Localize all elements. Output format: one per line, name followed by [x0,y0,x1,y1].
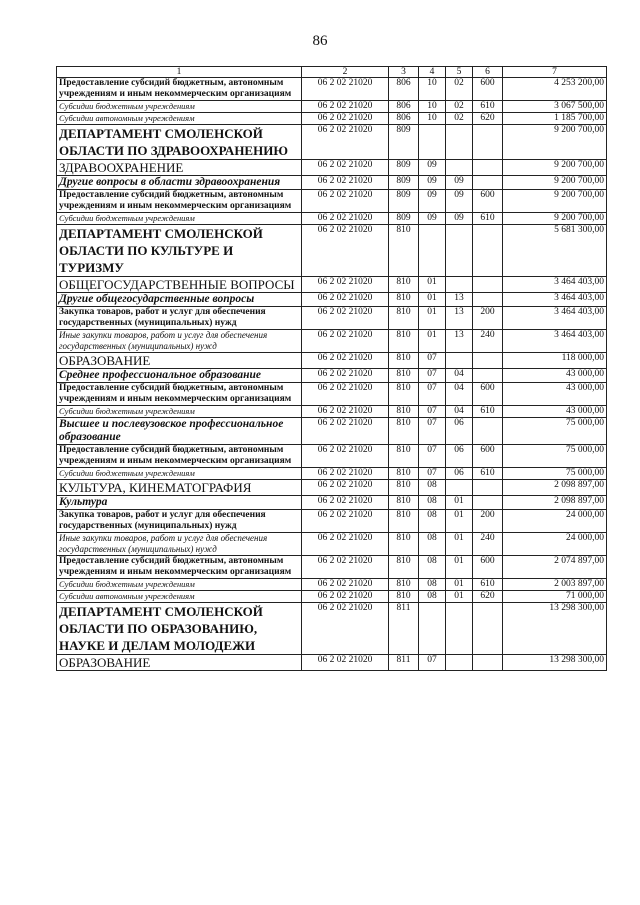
ministry-code-cell: 810 [389,556,419,579]
section-code-cell: 08 [419,510,446,533]
ministry-code-cell: 810 [389,369,419,383]
subsection-code-cell: 13 [446,293,473,307]
target-code-cell: 06 2 02 21020 [302,591,389,603]
amount-cell: 24 000,00 [503,510,607,533]
ministry-code-cell: 806 [389,113,419,125]
subsection-code-cell [446,603,473,655]
amount-cell: 118 000,00 [503,353,607,369]
table-row [57,383,607,406]
item-name-cell: ДЕПАРТАМЕНТ СМОЛЕНСКОЙ ОБЛАСТИ ПО ЗДРАВООХРАНЕНИЮ [57,125,302,160]
ministry-code-cell: 810 [389,579,419,591]
expense-type-cell: 600 [473,190,503,213]
section-code-cell: 09 [419,160,446,176]
subsection-code-cell: 02 [446,78,473,101]
expense-type-cell [473,225,503,277]
section-code-cell: 07 [419,468,446,480]
table-row [57,101,607,113]
item-name-cell: Закупка товаров, работ и услуг для обеспечения государственных (муниципальных) нужд [57,510,302,533]
target-code-cell: 06 2 02 21020 [302,225,389,277]
expense-type-cell: 620 [473,113,503,125]
table-row [57,591,607,603]
section-code-cell [419,225,446,277]
section-code-cell: 07 [419,655,446,671]
item-name-cell: Предоставление субсидий бюджетным, автономным учреждениям и иным некоммерческим организациям [57,383,302,406]
table-row [57,213,607,225]
target-code-cell: 06 2 02 21020 [302,406,389,418]
section-code-cell: 07 [419,383,446,406]
ministry-code-cell: 809 [389,176,419,190]
table-row [57,307,607,330]
item-name-cell: Культура [57,496,302,510]
amount-cell: 3 464 403,00 [503,307,607,330]
table-row [57,445,607,468]
expense-type-cell: 240 [473,330,503,353]
section-code-cell: 10 [419,78,446,101]
expense-type-cell [473,277,503,293]
item-name-cell: ЗДРАВООХРАНЕНИЕ [57,160,302,176]
table-row [57,225,607,277]
subsection-code-cell: 09 [446,176,473,190]
ministry-code-cell: 811 [389,603,419,655]
amount-cell: 9 200 700,00 [503,160,607,176]
amount-cell: 71 000,00 [503,591,607,603]
ministry-code-cell: 810 [389,591,419,603]
target-code-cell: 06 2 02 21020 [302,213,389,225]
table-body [57,78,607,671]
target-code-cell: 06 2 02 21020 [302,369,389,383]
item-name-cell: Среднее профессиональное образование [57,369,302,383]
item-name-cell: ОБЩЕГОСУДАРСТВЕННЫЕ ВОПРОСЫ [57,277,302,293]
section-code-cell: 09 [419,213,446,225]
target-code-cell: 06 2 02 21020 [302,190,389,213]
subsection-code-cell: 04 [446,383,473,406]
target-code-cell: 06 2 02 21020 [302,307,389,330]
amount-cell: 13 298 300,00 [503,603,607,655]
header-cell: 2 [302,67,389,78]
target-code-cell: 06 2 02 21020 [302,510,389,533]
expense-type-cell: 600 [473,556,503,579]
table-row [57,369,607,383]
amount-cell: 3 464 403,00 [503,277,607,293]
item-name-cell: Предоставление субсидий бюджетным, автономным учреждениям и иным некоммерческим организациям [57,556,302,579]
section-code-cell [419,125,446,160]
expense-type-cell [473,160,503,176]
item-name-cell: Субсидии бюджетным учреждениям [57,406,302,418]
item-name-cell: Субсидии бюджетным учреждениям [57,468,302,480]
section-code-cell: 08 [419,591,446,603]
subsection-code-cell: 04 [446,406,473,418]
subsection-code-cell: 01 [446,556,473,579]
section-code-cell: 07 [419,445,446,468]
page-number: 86 [312,33,328,49]
section-code-cell: 08 [419,579,446,591]
ministry-code-cell: 810 [389,330,419,353]
table-row [57,510,607,533]
target-code-cell: 06 2 02 21020 [302,330,389,353]
expense-type-cell: 620 [473,591,503,603]
section-code-cell [419,603,446,655]
table-row [57,579,607,591]
section-code-cell: 07 [419,406,446,418]
ministry-code-cell: 810 [389,406,419,418]
ministry-code-cell: 806 [389,78,419,101]
table-row [57,330,607,353]
expense-type-cell: 200 [473,307,503,330]
amount-cell: 4 253 200,00 [503,78,607,101]
item-name-cell: Другие вопросы в области здравоохранения [57,176,302,190]
table-row [57,293,607,307]
amount-cell: 75 000,00 [503,468,607,480]
table-row [57,160,607,176]
amount-cell: 43 000,00 [503,369,607,383]
table-row [57,190,607,213]
ministry-code-cell: 810 [389,468,419,480]
table-row [57,468,607,480]
target-code-cell: 06 2 02 21020 [302,113,389,125]
section-code-cell: 07 [419,418,446,445]
ministry-code-cell: 810 [389,418,419,445]
table-row [57,418,607,445]
table-row [57,176,607,190]
amount-cell: 43 000,00 [503,383,607,406]
ministry-code-cell: 810 [389,445,419,468]
item-name-cell: ДЕПАРТАМЕНТ СМОЛЕНСКОЙ ОБЛАСТИ ПО КУЛЬТУРЕ И ТУРИЗМУ [57,225,302,277]
item-name-cell: Иные закупки товаров, работ и услуг для обеспечения государственных (муниципальных) нужд [57,533,302,556]
subsection-code-cell: 01 [446,496,473,510]
subsection-code-cell: 06 [446,445,473,468]
amount-cell: 9 200 700,00 [503,190,607,213]
expense-type-cell: 600 [473,445,503,468]
ministry-code-cell: 810 [389,510,419,533]
item-name-cell: Иные закупки товаров, работ и услуг для обеспечения государственных (муниципальных) нужд [57,330,302,353]
target-code-cell: 06 2 02 21020 [302,445,389,468]
expense-type-cell [473,369,503,383]
expense-type-cell: 240 [473,533,503,556]
subsection-code-cell: 01 [446,510,473,533]
expense-type-cell [473,125,503,160]
section-code-cell: 10 [419,113,446,125]
table-row [57,113,607,125]
section-code-cell: 08 [419,533,446,556]
target-code-cell: 06 2 02 21020 [302,277,389,293]
expense-type-cell: 610 [473,101,503,113]
subsection-code-cell [446,125,473,160]
amount-cell: 13 298 300,00 [503,655,607,671]
amount-cell: 75 000,00 [503,418,607,445]
section-code-cell: 08 [419,496,446,510]
subsection-code-cell [446,225,473,277]
expense-type-cell [473,480,503,496]
ministry-code-cell: 809 [389,160,419,176]
target-code-cell: 06 2 02 21020 [302,655,389,671]
ministry-code-cell: 810 [389,383,419,406]
item-name-cell: Высшее и послевузовское профессиональное образование [57,418,302,445]
expense-type-cell [473,418,503,445]
amount-cell: 75 000,00 [503,445,607,468]
section-code-cell: 01 [419,277,446,293]
expense-type-cell [473,353,503,369]
section-code-cell: 01 [419,330,446,353]
section-code-cell: 08 [419,556,446,579]
ministry-code-cell: 810 [389,533,419,556]
item-name-cell: Субсидии бюджетным учреждениям [57,101,302,113]
table-row [57,353,607,369]
table-row [57,480,607,496]
amount-cell: 2 074 897,00 [503,556,607,579]
target-code-cell: 06 2 02 21020 [302,579,389,591]
subsection-code-cell: 09 [446,190,473,213]
section-code-cell: 07 [419,353,446,369]
ministry-code-cell: 810 [389,277,419,293]
item-name-cell: Предоставление субсидий бюджетным, автономным учреждениям и иным некоммерческим организациям [57,190,302,213]
target-code-cell: 06 2 02 21020 [302,293,389,307]
amount-cell: 43 000,00 [503,406,607,418]
item-name-cell: Субсидии автономным учреждениям [57,113,302,125]
target-code-cell: 06 2 02 21020 [302,125,389,160]
subsection-code-cell: 01 [446,533,473,556]
section-code-cell: 09 [419,176,446,190]
section-code-cell: 08 [419,480,446,496]
ministry-code-cell: 810 [389,307,419,330]
section-code-cell: 09 [419,190,446,213]
ministry-code-cell: 810 [389,293,419,307]
expense-type-cell [473,655,503,671]
table-row [57,655,607,671]
target-code-cell: 06 2 02 21020 [302,160,389,176]
subsection-code-cell: 06 [446,418,473,445]
ministry-code-cell: 809 [389,213,419,225]
expense-type-cell: 600 [473,78,503,101]
amount-cell: 3 464 403,00 [503,330,607,353]
header-cell: 3 [389,67,419,78]
amount-cell: 3 464 403,00 [503,293,607,307]
header-cell: 7 [503,67,607,78]
ministry-code-cell: 810 [389,225,419,277]
target-code-cell: 06 2 02 21020 [302,533,389,556]
section-code-cell: 01 [419,307,446,330]
expense-type-cell [473,176,503,190]
ministry-code-cell: 809 [389,125,419,160]
target-code-cell: 06 2 02 21020 [302,383,389,406]
subsection-code-cell: 13 [446,330,473,353]
header-cell: 5 [446,67,473,78]
ministry-code-cell: 806 [389,101,419,113]
header-cell: 4 [419,67,446,78]
target-code-cell: 06 2 02 21020 [302,496,389,510]
item-name-cell: Субсидии автономным учреждениям [57,591,302,603]
item-name-cell: Субсидии бюджетным учреждениям [57,213,302,225]
item-name-cell: Субсидии бюджетным учреждениям [57,579,302,591]
expense-type-cell: 610 [473,213,503,225]
target-code-cell: 06 2 02 21020 [302,353,389,369]
target-code-cell: 06 2 02 21020 [302,101,389,113]
amount-cell: 9 200 700,00 [503,213,607,225]
item-name-cell: Предоставление субсидий бюджетным, автономным учреждениям и иным некоммерческим организациям [57,78,302,101]
target-code-cell: 06 2 02 21020 [302,468,389,480]
amount-cell: 2 003 897,00 [503,579,607,591]
subsection-code-cell: 02 [446,101,473,113]
subsection-code-cell [446,353,473,369]
table-row [57,496,607,510]
table-row [57,603,607,655]
header-row [57,67,607,78]
item-name-cell: ДЕПАРТАМЕНТ СМОЛЕНСКОЙ ОБЛАСТИ ПО ОБРАЗОВАНИЮ, НАУКЕ И ДЕЛАМ МОЛОДЕЖИ [57,603,302,655]
subsection-code-cell: 01 [446,591,473,603]
target-code-cell: 06 2 02 21020 [302,480,389,496]
expense-type-cell [473,603,503,655]
budget-table [56,66,607,671]
table-row [57,125,607,160]
table-row [57,406,607,418]
expense-type-cell: 200 [473,510,503,533]
expense-type-cell: 610 [473,468,503,480]
ministry-code-cell: 809 [389,190,419,213]
item-name-cell: Другие общегосударственные вопросы [57,293,302,307]
expense-type-cell: 600 [473,383,503,406]
ministry-code-cell: 810 [389,480,419,496]
amount-cell: 2 098 897,00 [503,480,607,496]
section-code-cell: 01 [419,293,446,307]
expense-type-cell [473,293,503,307]
amount-cell: 3 067 500,00 [503,101,607,113]
expense-type-cell [473,496,503,510]
subsection-code-cell: 04 [446,369,473,383]
table-row [57,277,607,293]
subsection-code-cell: 02 [446,113,473,125]
amount-cell: 5 681 300,00 [503,225,607,277]
item-name-cell: ОБРАЗОВАНИЕ [57,655,302,671]
amount-cell: 1 185 700,00 [503,113,607,125]
expense-type-cell: 610 [473,406,503,418]
subsection-code-cell: 09 [446,213,473,225]
item-name-cell: Закупка товаров, работ и услуг для обеспечения государственных (муниципальных) нужд [57,307,302,330]
subsection-code-cell [446,277,473,293]
target-code-cell: 06 2 02 21020 [302,78,389,101]
header-cell: 6 [473,67,503,78]
subsection-code-cell [446,480,473,496]
amount-cell: 24 000,00 [503,533,607,556]
section-code-cell: 10 [419,101,446,113]
expense-type-cell: 610 [473,579,503,591]
item-name-cell: Предоставление субсидий бюджетным, автономным учреждениям и иным некоммерческим организациям [57,445,302,468]
subsection-code-cell [446,160,473,176]
table-row [57,556,607,579]
target-code-cell: 06 2 02 21020 [302,603,389,655]
amount-cell: 2 098 897,00 [503,496,607,510]
item-name-cell: КУЛЬТУРА, КИНЕМАТОГРАФИЯ [57,480,302,496]
amount-cell: 9 200 700,00 [503,176,607,190]
table-row [57,78,607,101]
ministry-code-cell: 810 [389,353,419,369]
subsection-code-cell: 01 [446,579,473,591]
target-code-cell: 06 2 02 21020 [302,556,389,579]
target-code-cell: 06 2 02 21020 [302,418,389,445]
header-cell: 1 [57,67,302,78]
section-code-cell: 07 [419,369,446,383]
subsection-code-cell: 13 [446,307,473,330]
subsection-code-cell [446,655,473,671]
target-code-cell: 06 2 02 21020 [302,176,389,190]
ministry-code-cell: 811 [389,655,419,671]
item-name-cell: ОБРАЗОВАНИЕ [57,353,302,369]
subsection-code-cell: 06 [446,468,473,480]
ministry-code-cell: 810 [389,496,419,510]
amount-cell: 9 200 700,00 [503,125,607,160]
table-row [57,533,607,556]
